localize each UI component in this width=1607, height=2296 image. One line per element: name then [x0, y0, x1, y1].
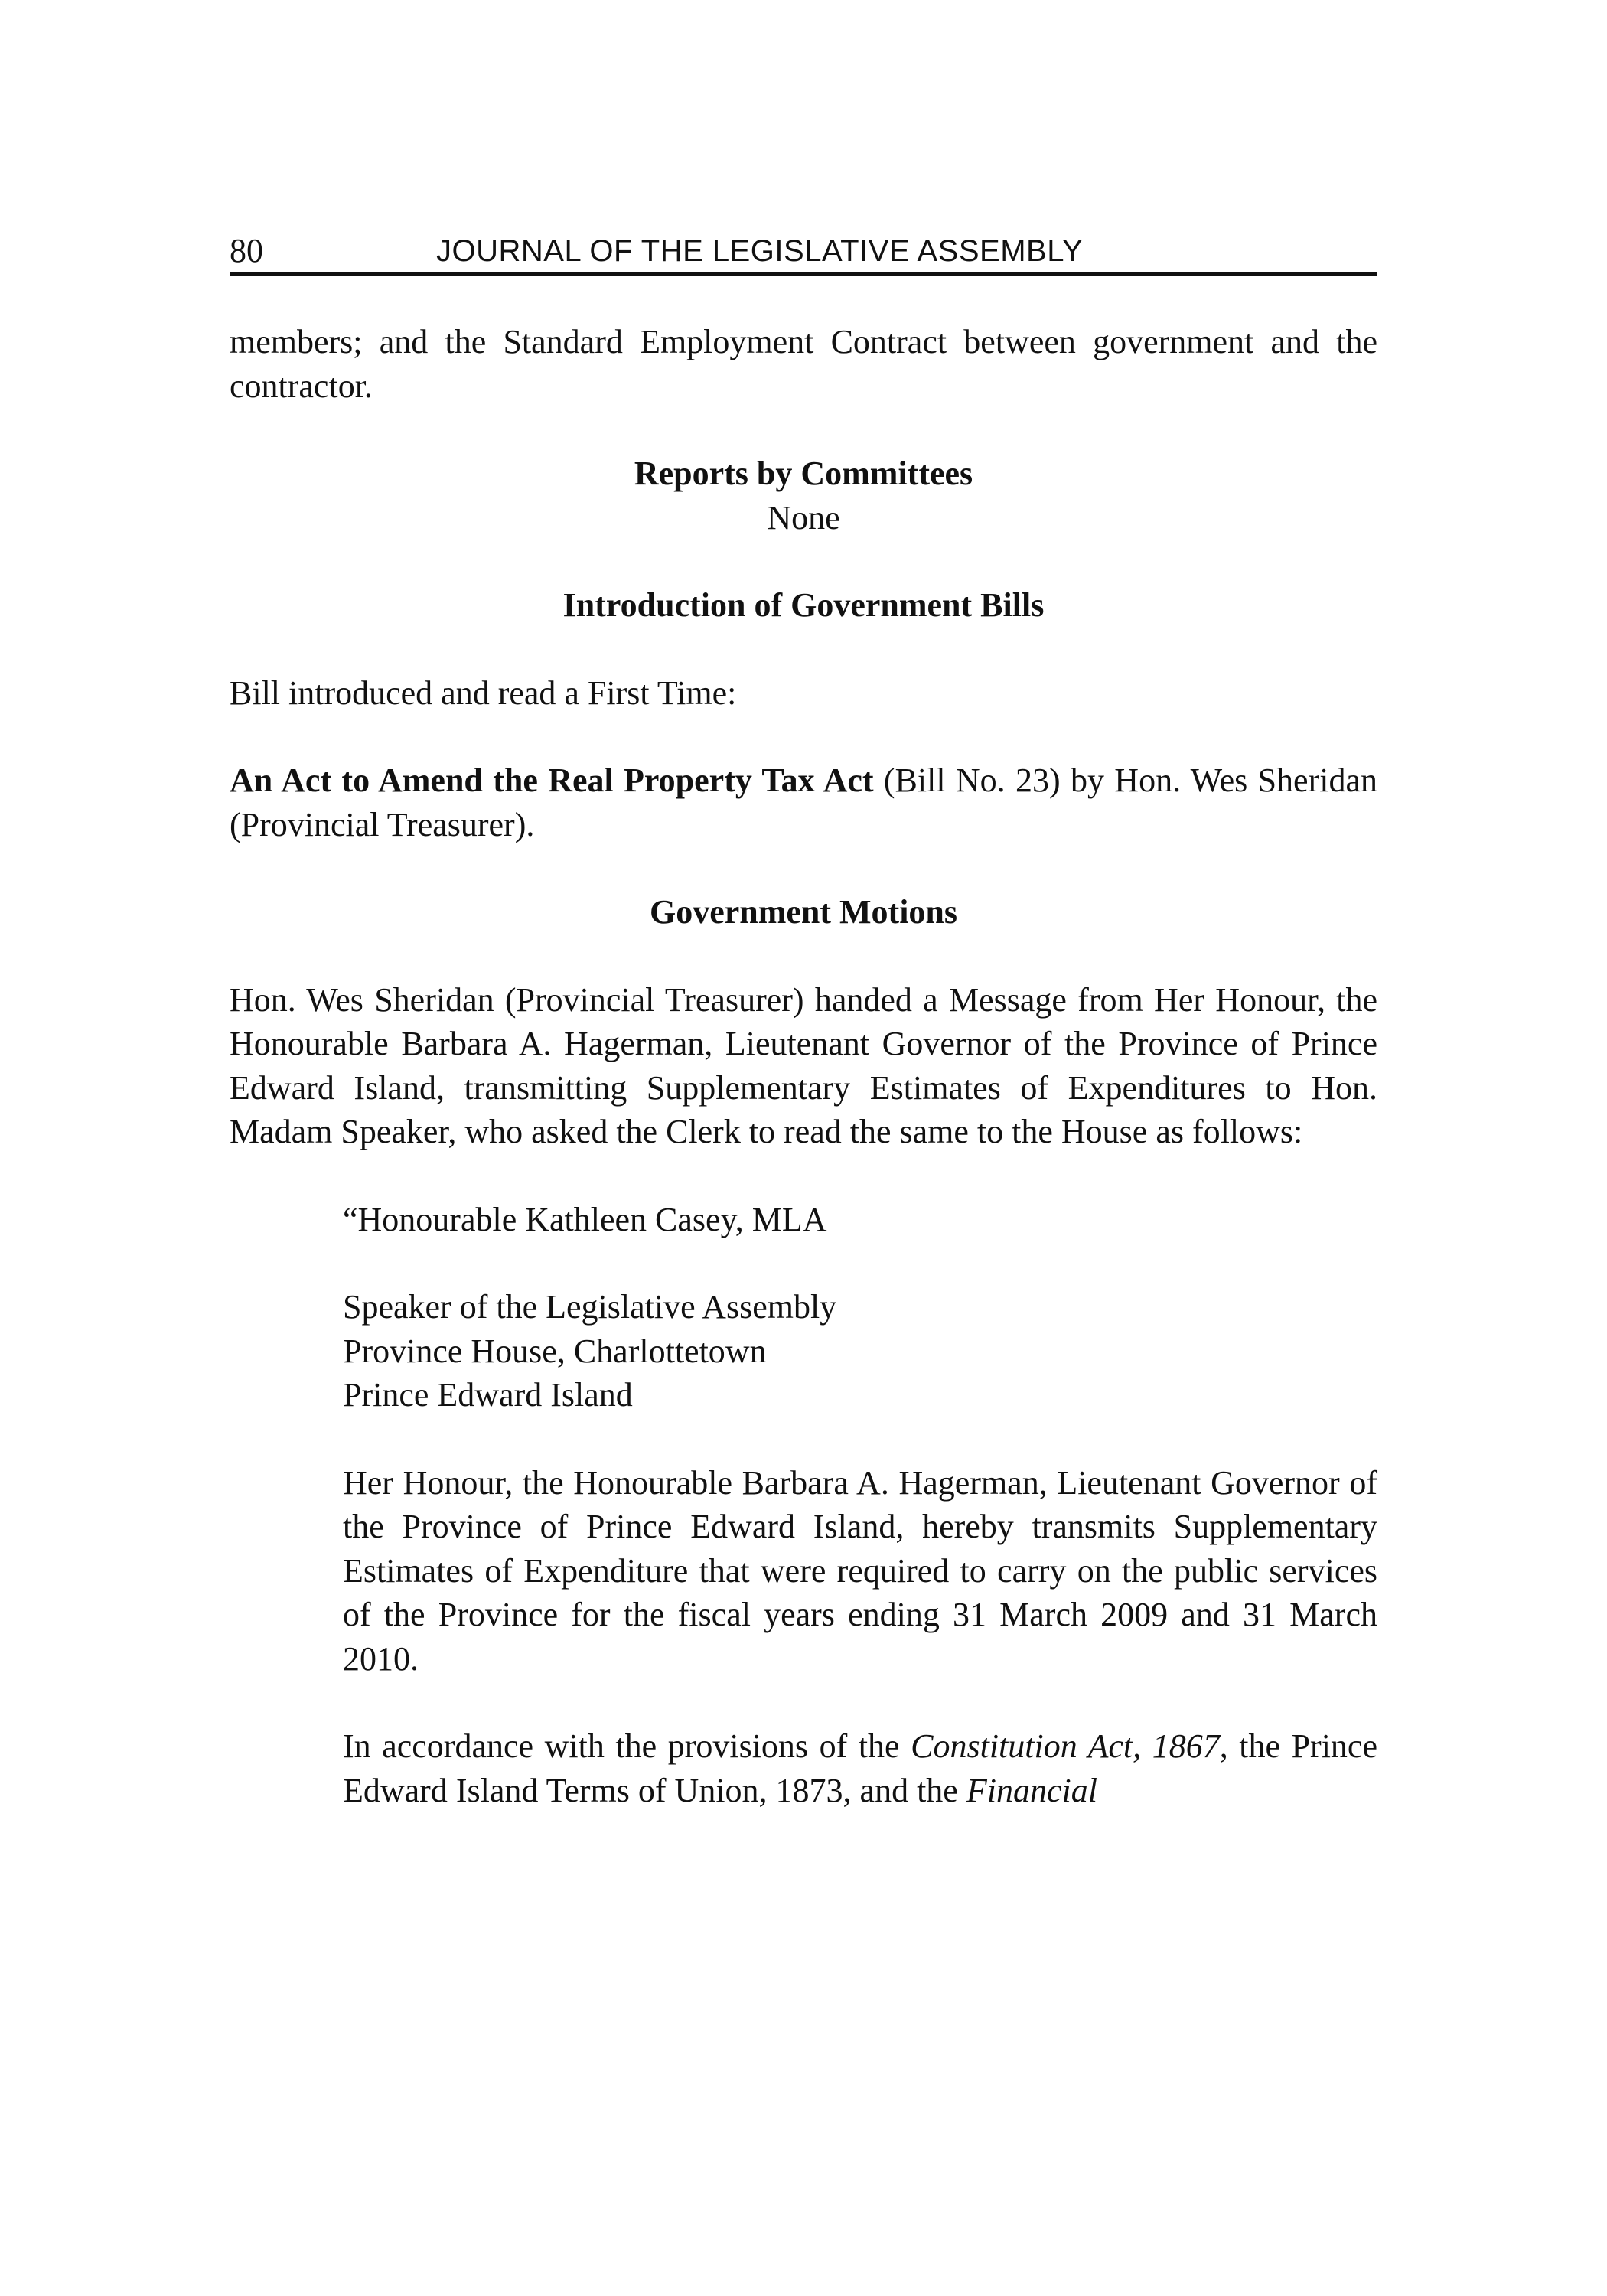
letter-paragraph-2 [343, 1724, 1377, 1812]
letter-paragraph-2-text-b: , the Prince Edward Island Terms of Union, 1873, and the [343, 1727, 1377, 1809]
letter-salutation: “Honourable Kathleen Casey, MLA [343, 1200, 827, 1238]
page-number: 80 [230, 232, 263, 269]
government-bills-heading: Introduction of Government Bills [562, 586, 1045, 624]
letter-paragraph-2-text-a: In accordance with the provisions of the [343, 1727, 911, 1765]
letter-address-line-3: Prince Edward Island [343, 1376, 633, 1414]
journal-title: JOURNAL OF THE LEGISLATIVE ASSEMBLY [436, 234, 1084, 268]
message-letter [343, 1198, 1377, 1813]
continuation-paragraph: members; and the Standard Employment Contract between government and the contractor. [230, 323, 1377, 405]
page-body [230, 320, 1377, 1812]
letter-address-line-1: Speaker of the Legislative Assembly [343, 1288, 837, 1326]
government-motions-heading: Government Motions [649, 893, 958, 931]
financial-act-citation: Financial [966, 1771, 1097, 1809]
reports-heading: Reports by Committees [634, 455, 973, 492]
bill-title: An Act to Amend the Real Property Tax Act [230, 762, 874, 799]
letter-address-line-2: Province House, Charlottetown [343, 1332, 767, 1370]
letter-paragraph-1: Her Honour, the Honourable Barbara A. Hagerman, Lieutenant Governor of the Province of Prince Edward Island, hereby transmits Supplementary Estimates of Expenditure that were required to carry on the public services of the Province for the fiscal years ending 31 March 2009 and 31 March 2010. [343, 1463, 1377, 1678]
reports-value: None [767, 498, 840, 536]
bill-entry [230, 758, 1377, 846]
running-header [230, 230, 1377, 276]
constitution-act-citation: Constitution Act, 1867 [911, 1727, 1220, 1765]
motion-paragraph: Hon. Wes Sheridan (Provincial Treasurer) handed a Message from Her Honour, the Honourable Barbara A. Hagerman, Lieutenant Governor of the Province of Prince Edward Island, transmitting Supplementary Estimates of Expenditures to Hon. Madam Speaker, who asked the Clerk to read the same to the House as follows: [230, 980, 1377, 1150]
bill-details: (Bill No. 23) by Hon. Wes Sheridan (Provincial Treasurer). [230, 762, 1377, 843]
bill-intro: Bill introduced and read a First Time: [230, 673, 737, 712]
journal-page [230, 0, 1377, 2296]
